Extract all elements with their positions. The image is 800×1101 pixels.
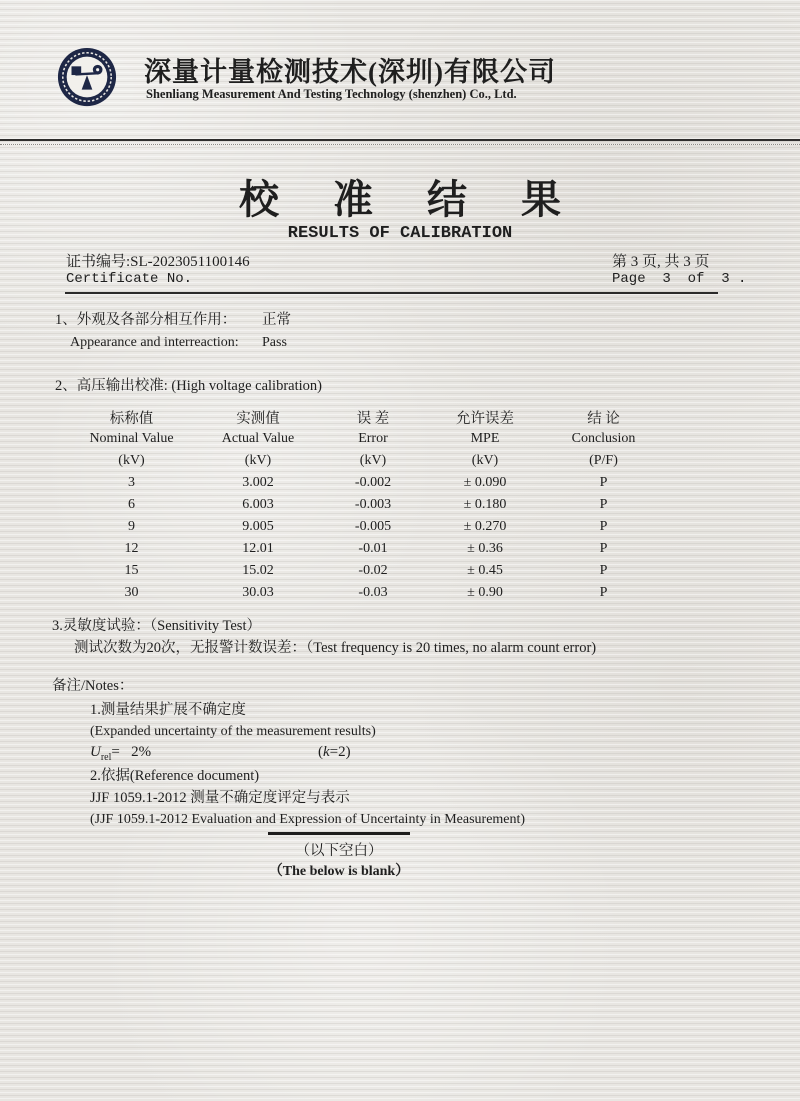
blank-below-note-en: （The below is blank） <box>268 864 410 879</box>
hv-table-body <box>65 472 665 604</box>
hv-data-cell: P <box>599 475 608 490</box>
hv-unit-cell: (kV) <box>359 453 387 468</box>
certificate-number: 证书编号:SL-2023051100146 <box>66 254 250 270</box>
hv-data-cell: 15 <box>124 563 139 578</box>
section1-value-cn: 正常 <box>262 312 291 328</box>
hv-table-data-row <box>65 494 665 516</box>
hv-data-cell: 3.002 <box>242 475 274 490</box>
document-title-cn: 校 准 结 果 <box>239 177 583 222</box>
coverage-factor <box>318 744 351 761</box>
hv-header-cell-cn: 实测值 <box>236 410 280 427</box>
hv-data-cell: 15.02 <box>242 563 274 578</box>
hv-table-data-row <box>65 538 665 560</box>
u-symbol: U <box>90 744 101 760</box>
hv-data-cell: 30 <box>124 585 139 600</box>
hv-data-cell: P <box>599 563 608 578</box>
hv-table-data-row <box>65 582 665 604</box>
balance-scale-icon <box>56 46 118 108</box>
certificate-number-label-en: Certificate No. <box>66 271 193 287</box>
hv-header-cell-en: Actual Value <box>221 431 295 446</box>
hv-data-cell: -0.003 <box>354 497 392 512</box>
hv-data-cell: -0.005 <box>354 519 392 534</box>
hv-data-cell: 12 <box>124 541 139 556</box>
hv-data-cell: 6 <box>128 497 135 512</box>
hv-unit-cell: (kV) <box>471 453 499 468</box>
notes-line2-cn: 2.依据(Reference document) <box>90 768 260 784</box>
notes-reference-en: (JJF 1059.1-2012 Evaluation and Expression of Uncertainty in Measurement) <box>90 812 526 827</box>
hv-calibration-table <box>65 406 665 604</box>
hv-header-cell-cn: 误 差 <box>356 410 390 427</box>
hv-data-cell: 6.003 <box>242 497 274 512</box>
hv-data-cell: 3 <box>128 475 135 490</box>
hv-data-cell: ± 0.45 <box>467 563 503 578</box>
hv-table-head <box>65 406 665 472</box>
hv-data-cell: -0.002 <box>354 475 392 490</box>
section1-value-en: Pass <box>262 335 287 350</box>
section1-label-cn: 1、外观及各部分相互作用： <box>55 312 237 328</box>
hv-table-en-row <box>65 450 665 472</box>
end-of-results-rule <box>268 832 410 835</box>
hv-header-cell-cn: 标称值 <box>109 410 154 427</box>
notes-heading: 备注/Notes： <box>52 678 134 694</box>
hv-unit-cell: (P/F) <box>589 453 618 468</box>
hv-data-cell: P <box>599 497 608 512</box>
k-value: =2) <box>329 744 351 760</box>
hv-data-cell: ± 0.36 <box>467 541 503 556</box>
hv-data-cell: 12.01 <box>242 541 274 556</box>
u-value: = 2% <box>111 744 152 760</box>
hv-unit-cell: (kV) <box>118 453 145 468</box>
document-title-en: RESULTS OF CALIBRATION <box>287 224 513 243</box>
hv-data-cell: ± 0.270 <box>463 519 507 534</box>
uncertainty-line <box>90 744 510 764</box>
k-symbol: k <box>323 744 330 760</box>
hv-data-cell: ± 0.180 <box>463 497 507 512</box>
uncertainty-expression <box>90 744 151 763</box>
blank-below-note-cn: （以下空白） <box>295 843 383 859</box>
page-indicator-en: Page 3 of 3 . <box>612 271 747 287</box>
header-divider <box>0 139 800 141</box>
hv-data-cell: -0.02 <box>358 563 388 578</box>
notes-line1-en: (Expanded uncertainty of the measurement results) <box>90 724 376 739</box>
hv-table-en-row <box>65 428 665 450</box>
notes-reference-cn: JJF 1059.1-2012 测量不确定度评定与表示 <box>90 790 350 806</box>
company-name-en: Shenliang Measurement And Testing Technology (shenzhen) Co., Ltd. <box>146 87 517 101</box>
hv-data-cell: P <box>599 519 608 534</box>
notes-line1-cn: 1.测量结果扩展不确定度 <box>90 702 246 718</box>
section3-detail: 测试次数为20次，无报警计数误差：（Test frequency is 20 times, no alarm count error) <box>74 640 597 656</box>
hv-header-cell-en: MPE <box>470 431 500 446</box>
hv-table-data-row <box>65 472 665 494</box>
certificate-strip-underline <box>65 292 718 294</box>
hv-header-cell-cn: 允许误差 <box>456 410 514 427</box>
hv-header-cell-en: Error <box>358 431 388 446</box>
section1-label-en: Appearance and interreaction: <box>70 335 239 350</box>
u-subscript: rel <box>100 752 112 763</box>
hv-data-cell: -0.03 <box>358 585 388 600</box>
page-indicator-cn: 第 3 页, 共 3 页 <box>612 254 710 270</box>
hv-data-cell: 9.005 <box>242 519 274 534</box>
hv-header-cell-cn: 结 论 <box>587 410 620 427</box>
company-logo <box>56 46 118 108</box>
hv-data-cell: ± 0.090 <box>463 475 507 490</box>
section3-heading: 3.灵敏度试验：（Sensitivity Test） <box>52 618 261 634</box>
hv-data-cell: P <box>599 585 608 600</box>
hv-table-row <box>65 406 665 428</box>
hv-data-cell: -0.01 <box>358 541 388 556</box>
hv-header-cell-en: Nominal Value <box>89 431 174 446</box>
section2-heading: 2、高压输出校准: (High voltage calibration) <box>55 378 322 394</box>
hv-unit-cell: (kV) <box>244 453 272 468</box>
hv-data-cell: ± 0.90 <box>467 585 503 600</box>
hv-table-data-row <box>65 560 665 582</box>
hv-data-cell: P <box>599 541 608 556</box>
hv-table-data-row <box>65 516 665 538</box>
hv-header-cell-en: Conclusion <box>571 431 636 446</box>
company-name-cn: 深量计量检测技术(深圳)有限公司 <box>144 57 556 87</box>
k-paren-open: ( <box>318 744 323 760</box>
hv-data-cell: 30.03 <box>242 585 274 600</box>
hv-data-cell: 9 <box>128 519 135 534</box>
header-divider-dotted <box>0 144 800 145</box>
